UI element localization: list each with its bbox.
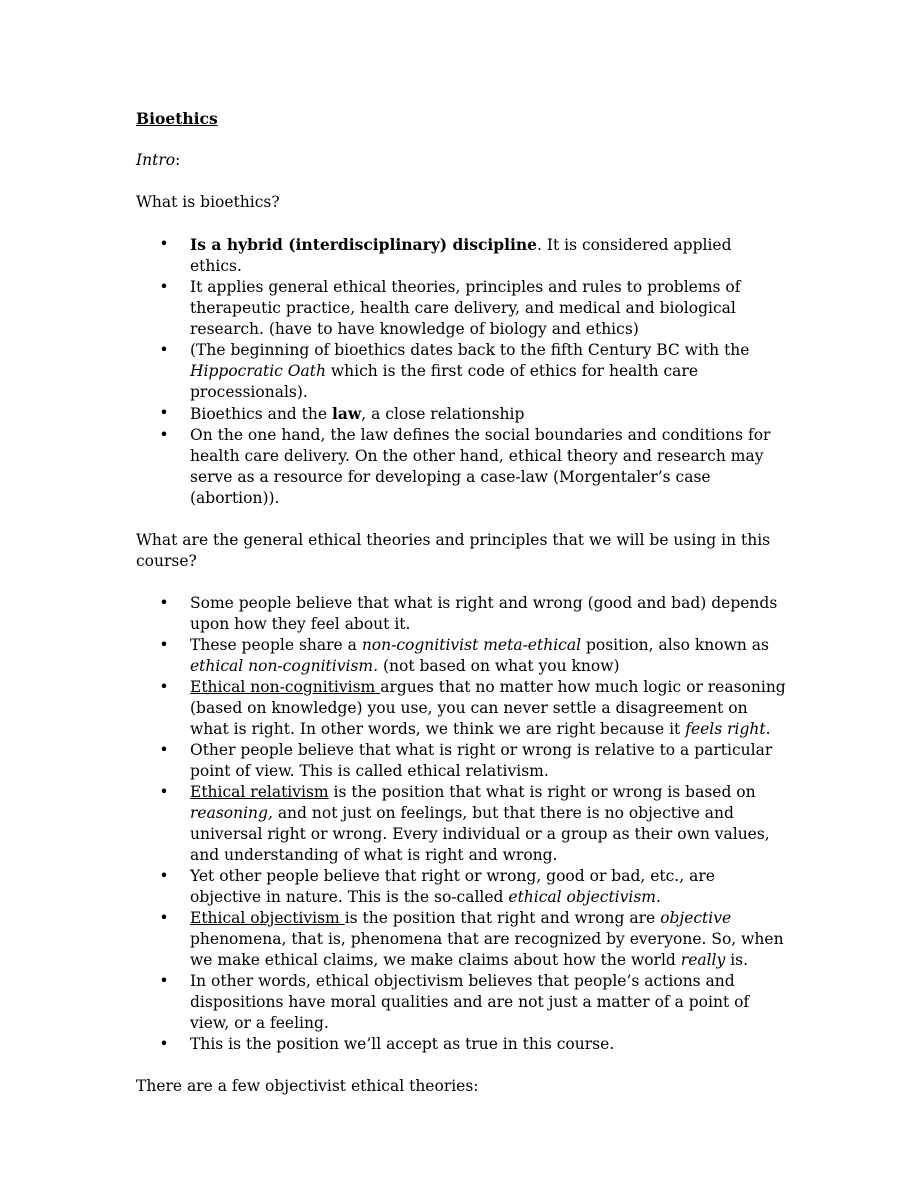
list-item — [136, 635, 786, 677]
italic-text: Hippocratic Oath — [190, 362, 326, 380]
text-span: This is the position we’ll accept as true in this course. — [190, 1035, 615, 1053]
text-span: is the position that right and wrong are — [344, 909, 661, 927]
italic-text: ethical objectivism — [508, 888, 657, 906]
text-span: which is the first code of ethics for health care processionals). — [190, 362, 699, 401]
intro-label: Intro — [136, 151, 176, 169]
italic-text: non-cognitivist meta-ethical — [361, 636, 582, 654]
text-span: Yet other people believe that right or wrong, good or bad, etc., are objective in nature. This is the so-called — [190, 867, 715, 906]
intro-colon: : — [175, 151, 181, 169]
text-span: Other people believe that what is right or wrong is relative to a particular point of view. This is called ethical relativism. — [190, 741, 773, 780]
italic-text: feels right — [685, 720, 766, 738]
bullet-icon: • — [159, 741, 169, 759]
text-span: In other words, ethical objectivism believes that people’s actions and dispositions have moral qualities and are not just a matter of a point of view, or a feeling. — [190, 972, 750, 1032]
list-item — [136, 340, 786, 403]
underlined-term: Ethical relativism — [190, 783, 329, 801]
text-span: Some people believe that what is right and wrong (good and bad) depends upon how they feel about it. — [190, 594, 778, 633]
text-span: (The beginning of bioethics dates back to the fifth Century BC with the — [190, 341, 750, 359]
bullet-icon: • — [159, 426, 169, 444]
text-span: . — [765, 720, 771, 738]
bullet-icon: • — [159, 341, 169, 359]
bullet-icon: • — [159, 783, 169, 801]
text-span: and not just on feelings, but that there is no objective and universal right or wrong. Every individual or a group as their own values, and understanding of what is right and wrong. — [190, 804, 770, 864]
document-title: Bioethics — [136, 109, 218, 128]
list-item — [136, 277, 786, 340]
text-span: is. — [725, 951, 749, 969]
list-item — [136, 1034, 786, 1055]
text-span: It applies general ethical theories, principles and rules to problems of therapeutic practice, health care delivery, and medical and biological research. (have to have knowledge of biology and ethics) — [190, 278, 741, 338]
bullet-icon: • — [159, 972, 169, 990]
italic-text: ethical non-cognitivism. — [190, 657, 379, 675]
text-span: position, also known as — [581, 636, 769, 654]
closing-sentence: There are a few objectivist ethical theories: — [136, 1077, 479, 1095]
question-what-is-bioethics: What is bioethics? — [136, 193, 280, 211]
theories-bullet-list — [136, 593, 786, 1055]
list-item — [136, 403, 786, 425]
list-item — [136, 593, 786, 635]
text-span: is the position that what is right or wrong is based on — [328, 783, 756, 801]
list-item — [136, 782, 786, 866]
underlined-term: Ethical non-cognitivism — [190, 678, 381, 696]
italic-text: really — [680, 951, 726, 969]
bullet-icon: • — [159, 867, 169, 885]
document-page — [136, 108, 786, 1118]
list-item — [136, 234, 786, 277]
bullet-icon: • — [159, 636, 169, 654]
text-span: . — [656, 888, 661, 906]
list-item — [136, 740, 786, 782]
text-span: On the one hand, the law defines the social boundaries and conditions for health care delivery. On the other hand, ethical theory and research may serve as a resource for developing a case-law (Morgentaler’s case (abortion)). — [190, 426, 771, 507]
text-span: . It is considered applied ethics. — [190, 236, 732, 275]
bold-text: law — [331, 404, 362, 423]
bioethics-bullet-list — [136, 234, 786, 509]
list-item — [136, 908, 786, 971]
bullet-icon: • — [159, 594, 169, 612]
question-general-theories: What are the general ethical theories and principles that we will be using in this course? — [136, 531, 771, 570]
text-span: (not based on what you know) — [378, 657, 620, 675]
list-item — [136, 866, 786, 908]
text-span: argues that no matter how much logic or reasoning (based on knowledge) you use, you can never settle a disagreement on what is right. In other words, we think we are right because it — [190, 678, 786, 738]
intro-heading — [136, 150, 786, 171]
text-span: , a close relationship — [361, 405, 525, 423]
text-span: Bioethics and the — [190, 405, 332, 423]
list-item — [136, 677, 786, 740]
bullet-icon: • — [159, 235, 169, 253]
italic-text: reasoning, — [190, 804, 273, 822]
bullet-icon: • — [159, 278, 169, 296]
text-span: These people share a — [190, 636, 362, 654]
bullet-icon: • — [159, 1035, 169, 1053]
list-item — [136, 971, 786, 1034]
list-item — [136, 425, 786, 509]
bullet-icon: • — [159, 909, 169, 927]
underlined-term: Ethical objectivism — [190, 909, 345, 927]
bold-text: Is a hybrid (interdisciplinary) discipline — [190, 235, 538, 254]
bullet-icon: • — [159, 678, 169, 696]
italic-text: objective — [660, 909, 732, 927]
bullet-icon: • — [159, 404, 169, 422]
text-span: phenomena, that is, phenomena that are recognized by everyone. So, when we make ethical claims, we make claims about how the world — [190, 930, 784, 969]
